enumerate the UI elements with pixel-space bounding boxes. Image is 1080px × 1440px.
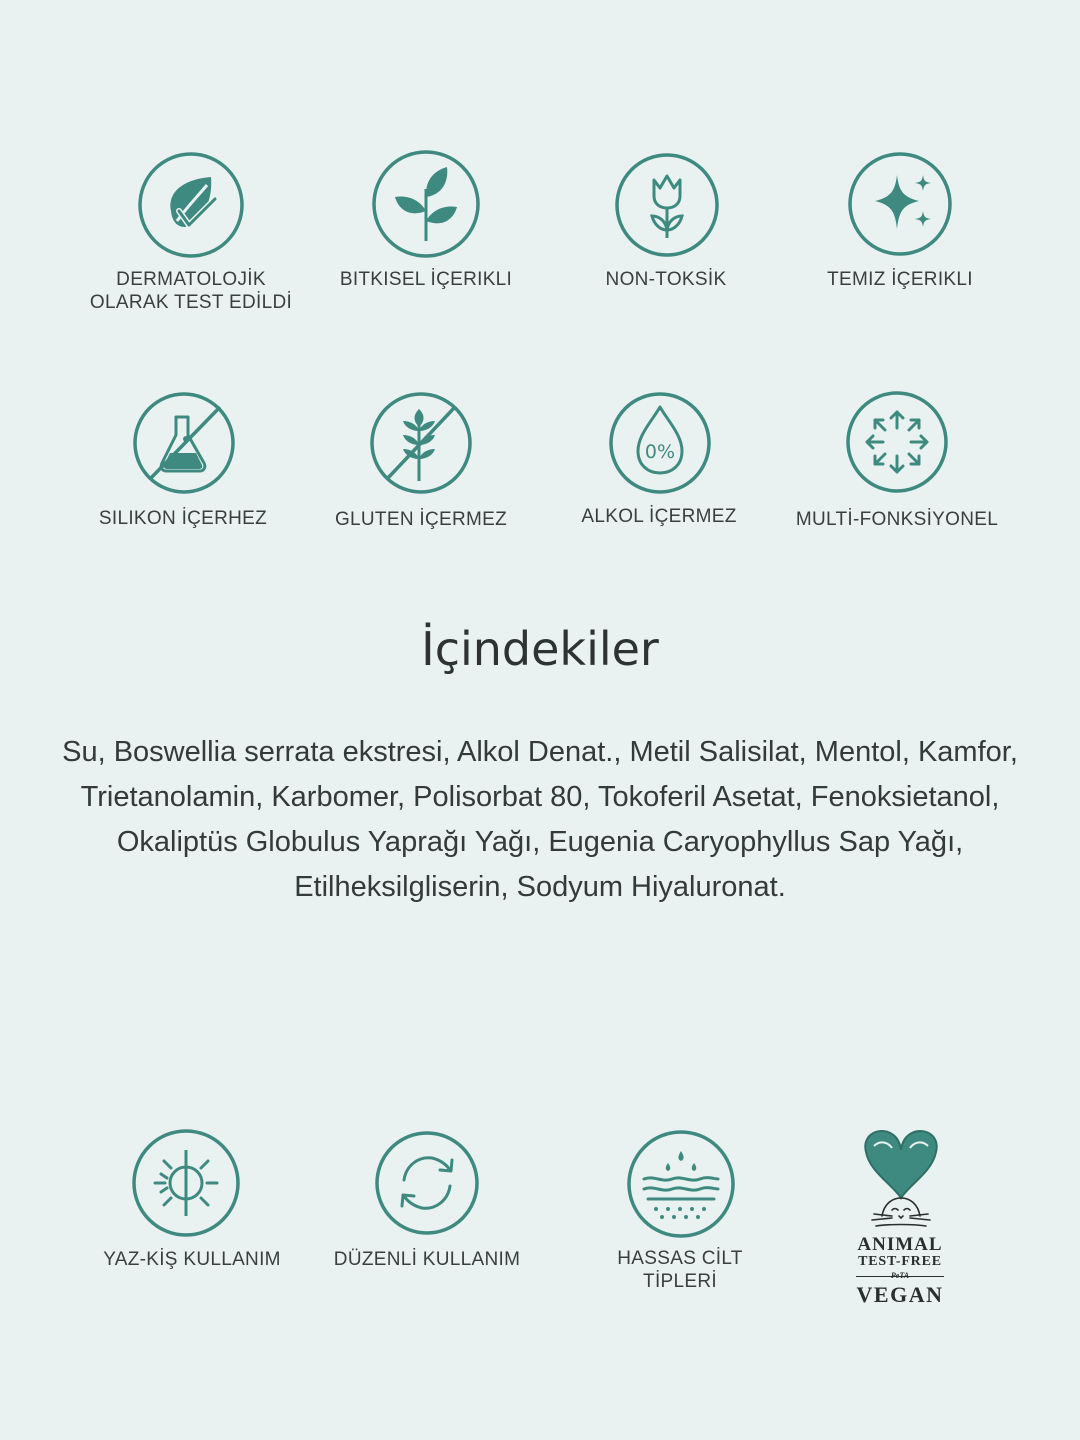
feature-regular-use [322,1126,532,1276]
vegan-line-vegan: VEGAN [856,1282,944,1307]
plant-leaves-icon [371,149,481,259]
ingredients-title: İçindekiler [421,622,659,676]
feature-herbal [316,148,536,328]
vegan-line-animal: ANIMAL [857,1234,943,1255]
feature-sensitive-skin [576,1126,784,1306]
peta-vegan-badge [838,1126,962,1316]
peta-logo-text: PeTA [890,1271,910,1280]
feature-non-toxic [556,148,776,328]
feature-silicone-free [80,388,286,538]
feature-label: YAZ-KİŞ KULLANIM [103,1249,281,1270]
feature-alcohol-free [556,388,762,538]
feature-clean-ingredients [790,148,1010,328]
refresh-cycle-icon [374,1130,480,1236]
feature-dermatologically-tested [80,148,302,328]
feature-label: ALKOL İÇERMEZ [581,506,737,527]
tulip-icon [614,152,720,258]
no-wheat-icon [369,391,473,495]
bunny-heart-icon [856,1126,946,1230]
vegan-line-test-free: TEST-FREE [858,1254,942,1269]
sun-snow-icon [131,1128,241,1238]
skin-layers-icon [626,1129,736,1239]
zero-percent-drop-icon [608,391,712,495]
leaf-check-icon [137,151,245,259]
ingredients-text: Su, Boswellia serrata ekstresi, Alkol Denat., Metil Salisilat, Mentol, Kamfor, Trietanolamin, Karbomer, Polisorbat 80, Tokoferil Asetat, Fenoksietanol, Okaliptüs Globulus Yaprağı Yağı, Eugenia Caryophyllus Sap Yağı, Etilheksilgliserin, Sodyum Hiyaluronat. [62,736,1018,903]
feature-label: GLUTEN İÇERMEZ [334,509,508,530]
feature-label: BITKISEL İÇERIKLI [339,269,513,290]
feature-label: TEMIZ İÇERIKLI [827,269,973,290]
feature-multi-functional [784,388,1010,538]
feature-label: NON-TOKSİK [605,269,727,290]
feature-label: SILIKON İÇERHEZ [98,508,268,529]
feature-label: DÜZENLİ KULLANIM [333,1249,521,1270]
zero-percent-text: 0% [644,441,676,463]
feature-label: HASSAS CİLT TİPLERİ [617,1248,743,1292]
sparkle-icon [847,151,953,257]
feature-gluten-free [318,388,524,538]
feature-summer-winter-use [86,1126,298,1276]
no-flask-icon [132,391,236,495]
feature-label: DERMATOLOJİK OLARAK TEST EDİLDİ [89,269,293,313]
feature-label: MULTİ-FONKSİYONEL [795,509,999,530]
multi-arrows-icon [845,390,949,494]
